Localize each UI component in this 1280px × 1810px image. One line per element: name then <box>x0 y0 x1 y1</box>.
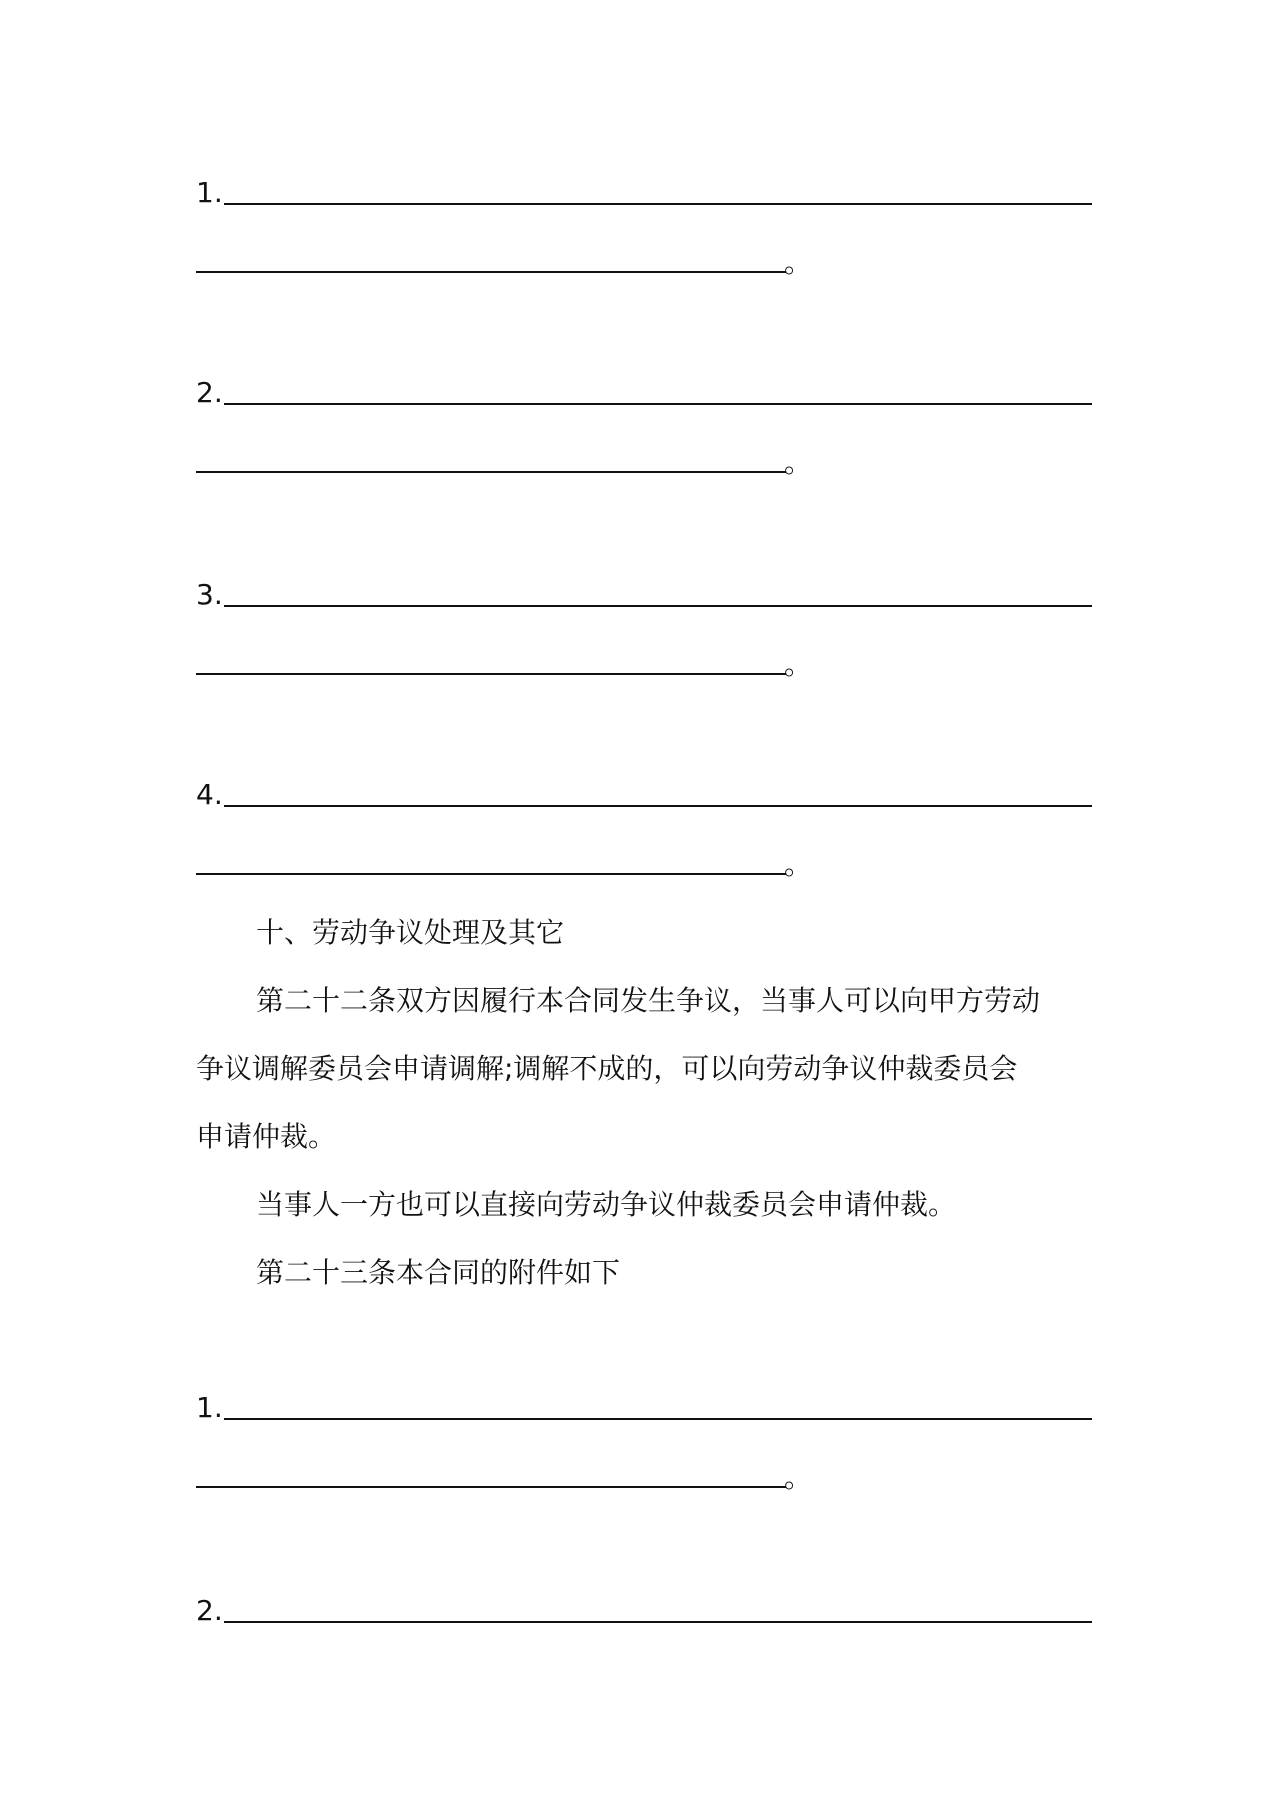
fill-in-rule <box>196 673 786 675</box>
blank-item-4-line2 <box>196 848 812 881</box>
article-22-line-3: 申请仲裁。 <box>196 1120 337 1153</box>
item-number: 3. <box>196 578 223 611</box>
blank-item-4-line1 <box>196 780 1092 810</box>
blank-item-3-line1 <box>196 580 1092 610</box>
blank-item-2-line2 <box>196 446 812 479</box>
item-number: 4. <box>196 778 223 811</box>
section-heading: 十、劳动争议处理及其它 <box>256 916 565 949</box>
article-22-line-1: 第二十二条双方因履行本合同发生争议，当事人可以向甲方劳动 <box>256 984 1041 1017</box>
blank-item-1-line1 <box>196 178 1092 208</box>
period-mark: 。 <box>783 1461 812 1494</box>
blank-item-3-line2 <box>196 648 812 681</box>
item-number: 2. <box>196 1594 223 1627</box>
fill-in-rule <box>224 1621 1092 1623</box>
blank-item-2-line1 <box>196 378 1092 408</box>
fill-in-rule <box>196 1486 786 1488</box>
item-number: 2. <box>196 376 223 409</box>
article-23: 第二十三条本合同的附件如下 <box>256 1256 621 1289</box>
attachment-blank-1-line1 <box>196 1393 1092 1423</box>
fill-in-rule <box>196 471 786 473</box>
fill-in-rule <box>224 805 1092 807</box>
fill-in-rule <box>224 1418 1092 1420</box>
item-number: 1. <box>196 1391 223 1424</box>
fill-in-rule <box>224 403 1092 405</box>
article-22-line-2: 争议调解委员会申请调解;调解不成的，可以向劳动争议仲裁委员会 <box>196 1052 1018 1085</box>
attachment-blank-1-line2 <box>196 1461 812 1494</box>
item-number: 1. <box>196 176 223 209</box>
paragraph-direct-arbitration: 当事人一方也可以直接向劳动争议仲裁委员会申请仲裁。 <box>256 1188 957 1221</box>
fill-in-rule <box>196 873 786 875</box>
blank-item-1-line2 <box>196 246 812 279</box>
period-mark: 。 <box>783 446 812 479</box>
fill-in-rule <box>224 605 1092 607</box>
period-mark: 。 <box>783 848 812 881</box>
fill-in-rule <box>224 203 1092 205</box>
period-mark: 。 <box>783 648 812 681</box>
period-mark: 。 <box>783 246 812 279</box>
attachment-blank-2-line1 <box>196 1596 1092 1626</box>
fill-in-rule <box>196 271 786 273</box>
